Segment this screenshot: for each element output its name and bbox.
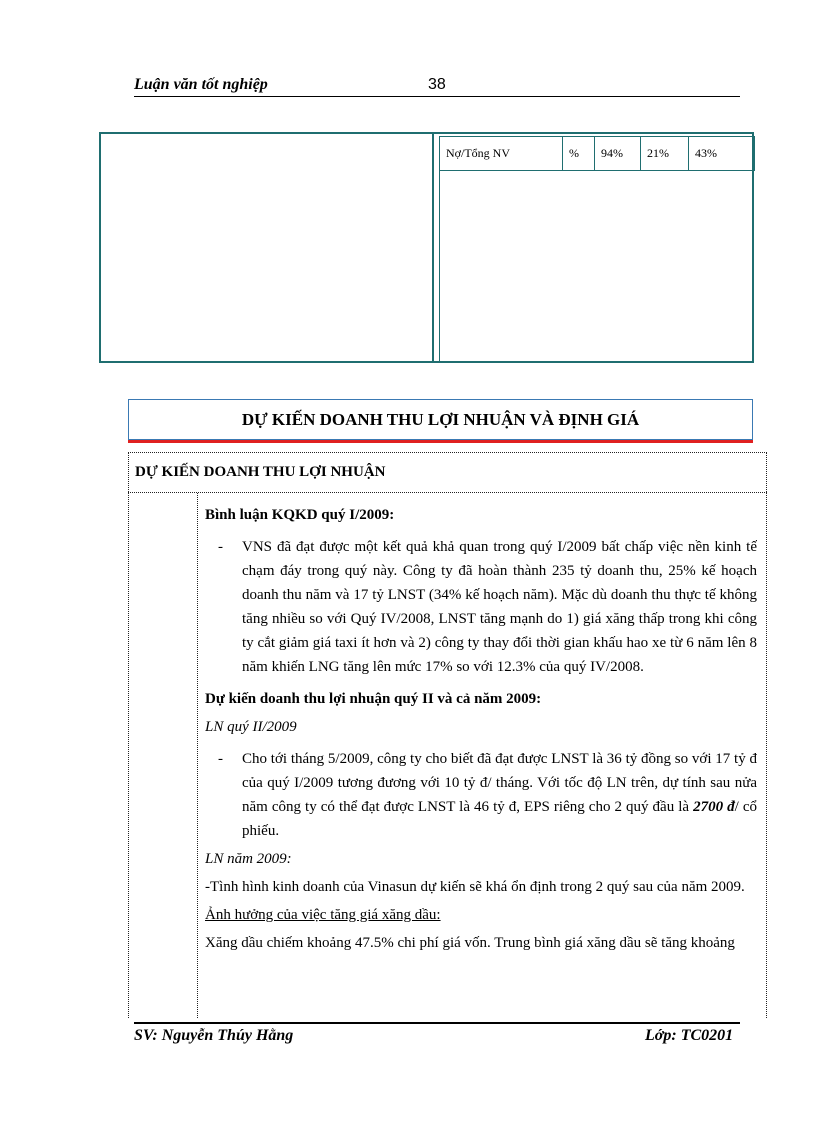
section-title: DỰ KIẾN DOANH THU LỢI NHUẬN: [135, 463, 386, 480]
bullet-dash: -: [218, 751, 223, 767]
section-title-row: [128, 452, 767, 493]
ratio-value-cell: 21%: [641, 137, 689, 171]
subheading-results: Bình luận KQKD quý I/2009:: [205, 507, 395, 523]
ratio-unit-cell: %: [563, 137, 595, 171]
table-row: [440, 137, 755, 171]
section-heading: DỰ KIẾN DOANH THU LỢI NHUẬN VÀ ĐỊNH GIÁ: [241, 409, 640, 429]
paragraph-q2-profit: [242, 747, 757, 843]
content-body: [205, 495, 757, 1005]
subheading-2009-profit: LN năm 2009:: [205, 851, 292, 867]
footer-class: Lớp: TC0201: [645, 1027, 734, 1044]
paragraph-outlook: -Tình hình kinh doanh của Vinasun dự kiến sẽ khá ổn định trong 2 quý sau của năm 2009.: [205, 879, 745, 895]
header-title: Luận văn tốt nghiệp: [134, 76, 268, 93]
table-column-divider: [432, 132, 434, 363]
ratio-label-cell: Nợ/Tổng NV: [440, 137, 563, 171]
header-rule: [134, 96, 740, 97]
list-item: [205, 535, 757, 679]
paragraph-text: Cho tới tháng 5/2009, công ty cho biết đã đạt được LNST là 36 tỷ đồng so với 17 tỷ đ của quý I/2009 tương đương với 10 tỷ đ/ tháng. Với tốc độ LN trên, dự tính sau nửa năm công ty có thể đạt được LNST là 46 tỷ đ, EPS riêng cho 2 quý đầu là: [242, 751, 757, 815]
paragraph-fuel-cost: Xăng dầu chiếm khoảng 47.5% chi phí giá vốn. Trung bình giá xăng dầu sẽ tăng khoảng: [205, 935, 735, 951]
footer-rule: [134, 1022, 740, 1024]
footer-student: SV: Nguyễn Thúy Hằng: [134, 1027, 294, 1044]
ratio-table: [439, 136, 755, 171]
ratio-value-cell: 43%: [689, 137, 755, 171]
subheading-fuel-impact: Ảnh hưởng của việc tăng giá xăng dầu:: [205, 907, 441, 923]
page-number: 38: [428, 76, 446, 93]
subheading-q2-profit: LN quý II/2009: [205, 719, 297, 735]
ratio-value-cell: 94%: [595, 137, 641, 171]
paragraph-text: / cổ phiếu.: [242, 799, 757, 839]
section-heading-box: [128, 399, 753, 440]
bullet-dash: -: [218, 539, 223, 555]
subheading-forecast: Dự kiến doanh thu lợi nhuận quý II và cả năm 2009:: [205, 691, 542, 707]
list-item: [205, 747, 757, 843]
content-column-divider: [197, 493, 198, 1018]
eps-value: 2700 đ: [693, 799, 735, 815]
paragraph-q1-results: VNS đã đạt được một kết quả khả quan trong quý I/2009 bất chấp việc nền kinh tế chạm đáy trong quý này. Công ty đã hoàn thành 235 tỷ doanh thu, 25% kế hoạch doanh thu năm và 17 tỷ LNST (34% kế hoạch năm). Mặc dù doanh thu thực tế không tăng nhiều so với Quý IV/2008, LNST tăng mạnh do 1) giá xăng thấp trong khi công ty cắt giảm giá taxi ít hơn và 2) công ty thay đổi thời gian khấu hao xe từ 6 năm lên 8 năm khiến LNG tăng lên mức 17% so với 12.3% của quý IV/2008.: [242, 539, 757, 675]
heading-red-rule: [128, 440, 753, 443]
